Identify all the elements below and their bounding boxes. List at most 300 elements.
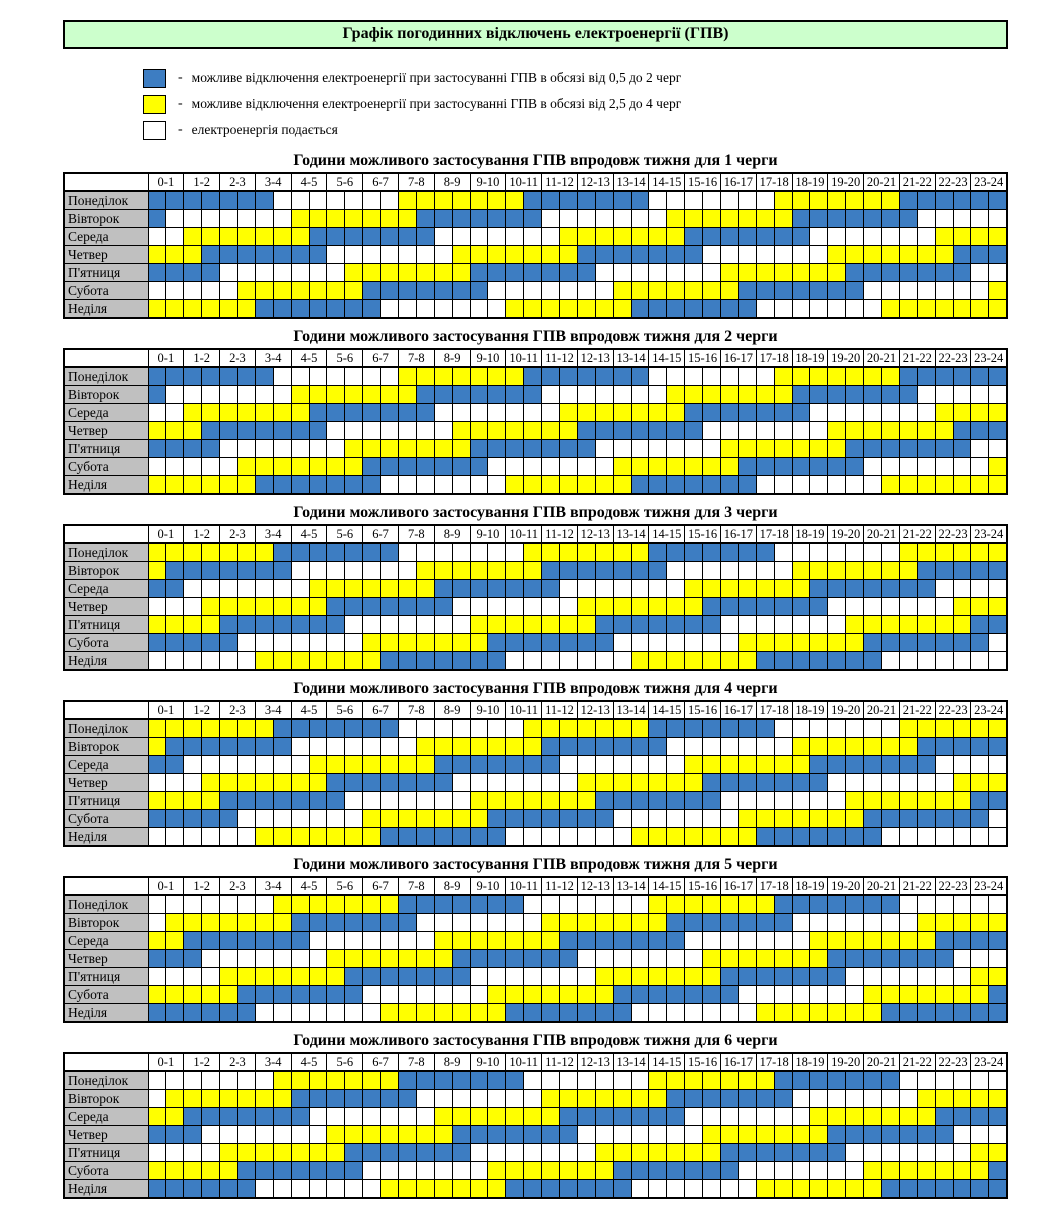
slot-cell-blue	[649, 246, 667, 264]
slot-cell-white	[184, 580, 202, 598]
slot-cell-blue	[774, 774, 792, 792]
slot-cell-yellow	[434, 738, 452, 756]
slot-cell-white	[416, 932, 434, 950]
slot-cell-blue	[989, 932, 1007, 950]
slot-cell-yellow	[524, 932, 542, 950]
day-label: Неділя	[64, 652, 148, 671]
slot-cell-yellow	[309, 1071, 327, 1090]
slot-cell-yellow	[685, 580, 703, 598]
slot-cell-white	[738, 422, 756, 440]
slot-cell-blue	[452, 950, 470, 968]
hour-header: 9-10	[470, 349, 506, 367]
slot-cell-blue	[971, 246, 989, 264]
table-row	[64, 1180, 1007, 1199]
slot-cell-blue	[381, 968, 399, 986]
slot-cell-white	[434, 1090, 452, 1108]
slot-cell-white	[416, 300, 434, 319]
slot-cell-white	[237, 264, 255, 282]
slot-cell-white	[452, 476, 470, 495]
slot-cell-yellow	[506, 1162, 524, 1180]
slot-cell-yellow	[327, 950, 345, 968]
slot-cell-blue	[595, 1180, 613, 1199]
slot-cell-yellow	[291, 282, 309, 300]
slot-cell-yellow	[667, 386, 685, 404]
slot-cell-white	[738, 1180, 756, 1199]
table-row	[64, 458, 1007, 476]
slot-cell-white	[703, 422, 721, 440]
slot-cell-white	[810, 1090, 828, 1108]
slot-cell-yellow	[989, 914, 1007, 932]
slot-cell-yellow	[434, 1126, 452, 1144]
schedule-section	[63, 1032, 1008, 1199]
slot-cell-yellow	[506, 738, 524, 756]
hour-header: 4-5	[291, 525, 327, 543]
hour-header: 7-8	[398, 701, 434, 719]
slot-cell-blue	[595, 932, 613, 950]
slot-cell-blue	[882, 1180, 900, 1199]
slot-cell-yellow	[470, 738, 488, 756]
slot-cell-white	[202, 282, 220, 300]
slot-cell-yellow	[452, 932, 470, 950]
slot-cell-yellow	[381, 810, 399, 828]
slot-cell-yellow	[309, 386, 327, 404]
slot-cell-blue	[416, 1144, 434, 1162]
slot-cell-white	[416, 986, 434, 1004]
hour-header: 8-9	[434, 701, 470, 719]
slot-cell-yellow	[989, 598, 1007, 616]
slot-cell-white	[345, 562, 363, 580]
slot-cell-blue	[899, 950, 917, 968]
slot-cell-yellow	[953, 228, 971, 246]
slot-cell-yellow	[899, 562, 917, 580]
slot-cell-yellow	[577, 228, 595, 246]
slot-cell-white	[649, 264, 667, 282]
slot-cell-blue	[649, 562, 667, 580]
slot-cell-white	[470, 774, 488, 792]
slot-cell-white	[559, 458, 577, 476]
table-row	[64, 191, 1007, 210]
slot-cell-blue	[398, 1071, 416, 1090]
slot-cell-white	[273, 950, 291, 968]
slot-cell-yellow	[613, 968, 631, 986]
slot-cell-white	[434, 986, 452, 1004]
slot-cell-blue	[810, 598, 828, 616]
hour-header: 16-17	[721, 1053, 757, 1071]
slot-cell-blue	[864, 1071, 882, 1090]
slot-cell-blue	[703, 774, 721, 792]
slot-cell-yellow	[953, 476, 971, 495]
slot-cell-yellow	[559, 719, 577, 738]
slot-cell-blue	[470, 1126, 488, 1144]
slot-cell-yellow	[631, 719, 649, 738]
slot-cell-blue	[613, 1180, 631, 1199]
slot-cell-yellow	[864, 616, 882, 634]
slot-cell-white	[273, 1180, 291, 1199]
slot-cell-yellow	[864, 191, 882, 210]
slot-cell-blue	[470, 458, 488, 476]
slot-cell-yellow	[488, 1004, 506, 1023]
table-row	[64, 422, 1007, 440]
slot-cell-white	[237, 580, 255, 598]
slot-cell-white	[899, 774, 917, 792]
white-swatch-icon	[143, 121, 166, 140]
slot-cell-yellow	[381, 1071, 399, 1090]
slot-cell-yellow	[721, 1071, 739, 1090]
slot-cell-yellow	[381, 386, 399, 404]
slot-cell-blue	[846, 1071, 864, 1090]
slot-cell-blue	[721, 986, 739, 1004]
slot-cell-yellow	[935, 543, 953, 562]
slot-cell-yellow	[255, 282, 273, 300]
slot-cell-blue	[416, 1071, 434, 1090]
slot-cell-white	[649, 756, 667, 774]
slot-cell-white	[255, 1004, 273, 1023]
slot-cell-white	[488, 914, 506, 932]
slot-cell-white	[989, 264, 1007, 282]
slot-cell-yellow	[506, 562, 524, 580]
slot-cell-yellow	[882, 367, 900, 386]
slot-cell-yellow	[506, 932, 524, 950]
slot-cell-white	[738, 738, 756, 756]
slot-cell-white	[452, 1090, 470, 1108]
slot-cell-yellow	[631, 543, 649, 562]
slot-cell-white	[613, 1071, 631, 1090]
slot-cell-yellow	[506, 191, 524, 210]
slot-cell-white	[685, 264, 703, 282]
slot-cell-yellow	[971, 300, 989, 319]
slot-cell-white	[470, 968, 488, 986]
slot-cell-blue	[416, 458, 434, 476]
day-label: Четвер	[64, 950, 148, 968]
slot-cell-yellow	[202, 914, 220, 932]
slot-cell-blue	[989, 191, 1007, 210]
slot-cell-white	[989, 950, 1007, 968]
slot-cell-blue	[542, 756, 560, 774]
slot-cell-yellow	[971, 1144, 989, 1162]
slot-cell-white	[220, 458, 238, 476]
slot-cell-white	[542, 1071, 560, 1090]
slot-cell-blue	[917, 580, 935, 598]
slot-cell-blue	[774, 458, 792, 476]
slot-cell-white	[398, 1108, 416, 1126]
slot-cell-blue	[577, 1004, 595, 1023]
slot-cell-blue	[255, 191, 273, 210]
slot-cell-yellow	[273, 895, 291, 914]
slot-cell-blue	[953, 1004, 971, 1023]
hour-header: 8-9	[434, 1053, 470, 1071]
slot-cell-blue	[255, 932, 273, 950]
slot-cell-yellow	[846, 932, 864, 950]
slot-cell-yellow	[882, 986, 900, 1004]
slot-cell-blue	[255, 616, 273, 634]
slot-cell-yellow	[899, 1108, 917, 1126]
slot-cell-blue	[542, 440, 560, 458]
slot-cell-blue	[953, 634, 971, 652]
slot-cell-blue	[703, 543, 721, 562]
hour-header: 14-15	[649, 525, 685, 543]
slot-cell-blue	[953, 191, 971, 210]
slot-cell-blue	[810, 652, 828, 671]
slot-cell-blue	[828, 756, 846, 774]
slot-cell-yellow	[703, 386, 721, 404]
slot-cell-yellow	[488, 422, 506, 440]
slot-cell-blue	[935, 738, 953, 756]
slot-cell-white	[398, 422, 416, 440]
slot-cell-white	[756, 932, 774, 950]
hour-header: 21-22	[899, 525, 935, 543]
slot-cell-white	[792, 246, 810, 264]
slot-cell-yellow	[506, 246, 524, 264]
slot-cell-blue	[542, 810, 560, 828]
slot-cell-blue	[506, 1180, 524, 1199]
slot-cell-yellow	[595, 476, 613, 495]
slot-cell-blue	[810, 1071, 828, 1090]
hour-header: 11-12	[542, 877, 578, 895]
slot-cell-yellow	[703, 1144, 721, 1162]
slot-cell-blue	[864, 950, 882, 968]
legend-label: електроенергія подається	[191, 122, 338, 137]
slot-cell-white	[810, 300, 828, 319]
slot-cell-yellow	[685, 458, 703, 476]
slot-cell-white	[470, 543, 488, 562]
slot-cell-blue	[899, 810, 917, 828]
hour-header: 10-11	[506, 701, 542, 719]
slot-cell-blue	[559, 367, 577, 386]
slot-cell-yellow	[631, 598, 649, 616]
slot-cell-white	[559, 386, 577, 404]
slot-cell-yellow	[309, 598, 327, 616]
slot-cell-yellow	[381, 1004, 399, 1023]
slot-cell-white	[470, 1162, 488, 1180]
slot-cell-yellow	[667, 1071, 685, 1090]
slot-cell-yellow	[434, 1108, 452, 1126]
slot-cell-white	[488, 404, 506, 422]
slot-cell-blue	[756, 404, 774, 422]
slot-cell-yellow	[989, 228, 1007, 246]
slot-cell-white	[631, 386, 649, 404]
slot-cell-yellow	[416, 756, 434, 774]
slot-cell-yellow	[846, 1108, 864, 1126]
slot-cell-blue	[577, 562, 595, 580]
hour-header: 10-11	[506, 877, 542, 895]
slot-cell-blue	[381, 1144, 399, 1162]
slot-cell-yellow	[220, 1090, 238, 1108]
slot-cell-yellow	[899, 792, 917, 810]
hour-header: 18-19	[792, 349, 828, 367]
slot-cell-yellow	[184, 914, 202, 932]
slot-cell-blue	[202, 932, 220, 950]
slot-cell-white	[488, 458, 506, 476]
slot-cell-blue	[166, 810, 184, 828]
slot-cell-white	[381, 562, 399, 580]
slot-cell-blue	[345, 476, 363, 495]
slot-cell-white	[864, 968, 882, 986]
slot-cell-white	[184, 210, 202, 228]
slot-cell-white	[899, 598, 917, 616]
slot-cell-blue	[613, 1108, 631, 1126]
slot-cell-blue	[506, 1126, 524, 1144]
slot-cell-yellow	[792, 580, 810, 598]
slot-cell-yellow	[649, 968, 667, 986]
slot-cell-yellow	[220, 774, 238, 792]
slot-cell-yellow	[237, 404, 255, 422]
slot-cell-white	[953, 652, 971, 671]
slot-cell-blue	[255, 300, 273, 319]
slot-cell-white	[792, 932, 810, 950]
slot-cell-white	[577, 1071, 595, 1090]
slot-cell-blue	[220, 562, 238, 580]
slot-cell-blue	[398, 774, 416, 792]
slot-cell-yellow	[470, 367, 488, 386]
slot-cell-yellow	[363, 810, 381, 828]
day-label: Понеділок	[64, 1071, 148, 1090]
slot-cell-blue	[309, 543, 327, 562]
slot-cell-blue	[220, 1004, 238, 1023]
slot-cell-blue	[613, 367, 631, 386]
slot-cell-yellow	[828, 440, 846, 458]
table-row	[64, 895, 1007, 914]
slot-cell-yellow	[470, 422, 488, 440]
slot-cell-blue	[220, 367, 238, 386]
slot-cell-white	[434, 228, 452, 246]
slot-cell-blue	[470, 580, 488, 598]
slot-cell-blue	[792, 282, 810, 300]
slot-cell-yellow	[595, 986, 613, 1004]
slot-cell-blue	[488, 895, 506, 914]
slot-cell-white	[184, 282, 202, 300]
slot-cell-white	[416, 476, 434, 495]
slot-cell-white	[971, 264, 989, 282]
slot-cell-yellow	[220, 543, 238, 562]
slot-cell-blue	[828, 652, 846, 671]
slot-cell-yellow	[899, 422, 917, 440]
slot-cell-yellow	[220, 1162, 238, 1180]
slot-cell-white	[989, 440, 1007, 458]
slot-cell-white	[345, 246, 363, 264]
slot-cell-blue	[917, 810, 935, 828]
slot-cell-yellow	[309, 580, 327, 598]
slot-cell-white	[828, 1090, 846, 1108]
slot-cell-yellow	[685, 386, 703, 404]
slot-cell-blue	[577, 810, 595, 828]
slot-cell-blue	[148, 191, 166, 210]
slot-cell-white	[381, 367, 399, 386]
slot-cell-blue	[756, 652, 774, 671]
slot-cell-white	[846, 598, 864, 616]
slot-cell-white	[398, 719, 416, 738]
slot-cell-white	[971, 386, 989, 404]
slot-cell-yellow	[202, 616, 220, 634]
slot-cell-yellow	[810, 932, 828, 950]
slot-cell-yellow	[363, 210, 381, 228]
slot-cell-white	[309, 1126, 327, 1144]
slot-cell-white	[703, 1180, 721, 1199]
slot-cell-blue	[291, 1090, 309, 1108]
slot-cell-white	[506, 598, 524, 616]
slot-cell-yellow	[649, 914, 667, 932]
slot-cell-white	[273, 191, 291, 210]
slot-cell-blue	[738, 774, 756, 792]
slot-cell-white	[953, 1144, 971, 1162]
slot-cell-yellow	[774, 367, 792, 386]
slot-cell-white	[559, 774, 577, 792]
hour-header: 13-14	[613, 701, 649, 719]
slot-cell-white	[202, 458, 220, 476]
slot-cell-blue	[989, 562, 1007, 580]
slot-cell-yellow	[434, 634, 452, 652]
slot-cell-white	[882, 1144, 900, 1162]
slot-cell-blue	[721, 598, 739, 616]
slot-cell-blue	[864, 210, 882, 228]
slot-cell-yellow	[756, 756, 774, 774]
slot-cell-white	[577, 895, 595, 914]
slot-cell-yellow	[327, 580, 345, 598]
slot-cell-yellow	[166, 986, 184, 1004]
slot-cell-yellow	[452, 422, 470, 440]
slot-cell-white	[846, 968, 864, 986]
slot-cell-white	[828, 228, 846, 246]
slot-cell-white	[273, 580, 291, 598]
slot-cell-white	[327, 1180, 345, 1199]
slot-cell-white	[649, 386, 667, 404]
slot-cell-blue	[202, 562, 220, 580]
slot-cell-blue	[989, 1180, 1007, 1199]
slot-cell-white	[685, 634, 703, 652]
slot-cell-white	[434, 914, 452, 932]
slot-cell-white	[649, 950, 667, 968]
slot-cell-yellow	[416, 634, 434, 652]
slot-cell-white	[452, 404, 470, 422]
hour-header: 16-17	[721, 701, 757, 719]
hour-header: 23-24	[971, 701, 1007, 719]
slot-cell-blue	[327, 300, 345, 319]
slot-cell-blue	[524, 386, 542, 404]
slot-cell-yellow	[470, 810, 488, 828]
slot-cell-blue	[971, 634, 989, 652]
table-row	[64, 440, 1007, 458]
slot-cell-blue	[703, 598, 721, 616]
slot-cell-yellow	[255, 404, 273, 422]
slot-cell-blue	[434, 210, 452, 228]
slot-cell-blue	[577, 1180, 595, 1199]
slot-cell-white	[810, 543, 828, 562]
slot-cell-yellow	[864, 738, 882, 756]
slot-cell-blue	[649, 543, 667, 562]
slot-cell-yellow	[756, 1126, 774, 1144]
hour-header: 14-15	[649, 349, 685, 367]
slot-cell-blue	[184, 562, 202, 580]
slot-cell-white	[828, 774, 846, 792]
slot-cell-white	[148, 1090, 166, 1108]
slot-cell-yellow	[148, 719, 166, 738]
slot-cell-blue	[738, 543, 756, 562]
slot-cell-white	[345, 422, 363, 440]
slot-cell-yellow	[864, 1162, 882, 1180]
slot-cell-blue	[363, 968, 381, 986]
slot-cell-white	[792, 792, 810, 810]
slot-cell-white	[649, 191, 667, 210]
slot-cell-blue	[756, 282, 774, 300]
slot-cell-blue	[381, 228, 399, 246]
slot-cell-blue	[291, 914, 309, 932]
table-row	[64, 810, 1007, 828]
slot-cell-yellow	[524, 719, 542, 738]
slot-cell-blue	[989, 1004, 1007, 1023]
slot-cell-blue	[667, 914, 685, 932]
slot-cell-white	[595, 1071, 613, 1090]
slot-cell-blue	[202, 1004, 220, 1023]
slot-cell-white	[559, 580, 577, 598]
